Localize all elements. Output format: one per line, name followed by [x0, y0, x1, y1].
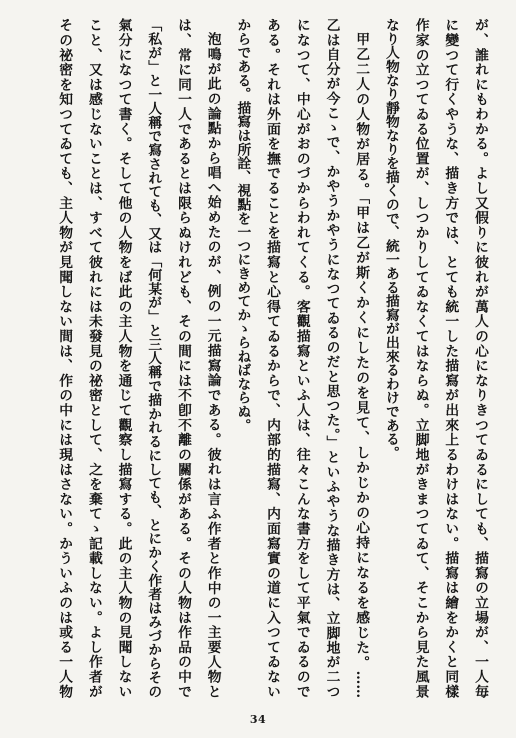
text-column: その祕密を知つてゐても、主人物が見聞しない間は、作の中には現はさない。かういふのは或る一人物: [56, 18, 73, 698]
paragraph: [48, 18, 226, 698]
text-column: 乙は自分が今こゝで、かやうかやうになつてゐるのだと思つた。」といふやうな描き方は、立脚地が二つ: [323, 18, 340, 698]
text-column: になつて、中心がおのづからわれてくる。客觀描寫といふ人は、往々こんな書方をして平氣でゐるので: [293, 18, 310, 698]
body-text: [48, 18, 494, 698]
paragraph: [375, 18, 494, 698]
text-column: こと、又は感じないことは、すべて彼れには未發見の祕密として、之を棄てゝ記載しない。よし作者が: [85, 18, 102, 698]
text-column: ある。それは外面を撫でることを描寫と心得てゐるからで、内部的描寫、内面寫實の道に入つてゐない: [264, 18, 281, 698]
text-column: 氣分になつて書く。そして他の人物をば此の主人物を通じて觀察し描寫する。此の主人物の見聞しない: [115, 18, 132, 698]
text-column: からである。描寫は所詮、視點を一つにきめてかゝらねばならぬ。: [234, 18, 251, 432]
text-column: 泡鳴が此の論點から唱へ始めたのが、例の一元描寫論である。彼れは言ふ作者と作中の一主要人物と: [204, 31, 221, 698]
text-column: は、常に同一人であるとは限らぬけれども、その間には不卽不離の關係がある。その人物は作品の中で: [174, 18, 191, 698]
text-column: なり人物なり靜物なりを描くので、統一ある描寫が出來るわけである。: [382, 18, 399, 460]
text-column: 「私が」と一人稱で寫されても、又は「何某が」と三人稱で描かれるにしても、とにかく作者はみづからその: [145, 18, 162, 698]
text-column: 作家の立つてゐる位置が、しつかりしてゐなくてはならぬ。立脚地がきまつてゐて、そこから見た風景: [412, 18, 429, 698]
text-column: 甲乙二人の人物が居る。「甲は乙が斯くかくにしたのを見て、しかじかの心持になるを感じた。……: [353, 31, 370, 698]
paragraph: [227, 18, 376, 698]
text-column: が、誰れにもわかる。よし又假りに彼れが萬人の心になりきつてゐるにしても、描寫の立場が、一人毎: [472, 18, 488, 698]
text-column: に變つて行くやうな、描き方では、とても統一した描寫が出來上るわけはない。描寫は繪をかくと同樣: [442, 18, 459, 698]
page-number: 34: [249, 713, 267, 726]
